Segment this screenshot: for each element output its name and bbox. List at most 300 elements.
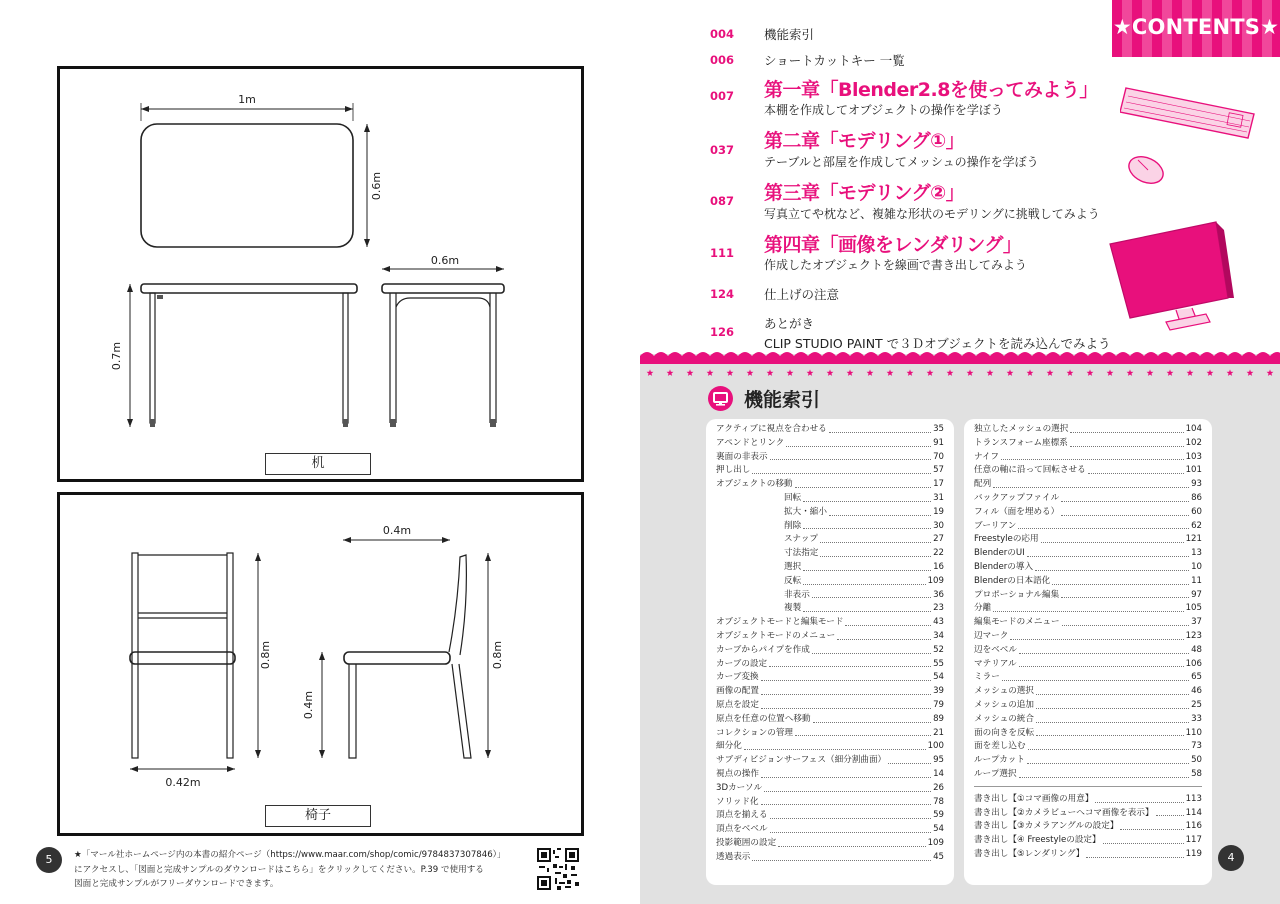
leader-dots [761, 796, 931, 806]
index-entry-label: 回転 [784, 493, 802, 503]
index-entry-label: Blenderの日本語化 [974, 575, 1051, 586]
index-entry-page: 23 [933, 603, 944, 614]
index-entry[interactable] [716, 492, 944, 506]
index-entry[interactable] [716, 699, 944, 713]
leader-dots [812, 644, 931, 654]
index-entry-page: 30 [933, 520, 944, 531]
toc-page-number: 124 [710, 287, 735, 301]
index-entry[interactable] [974, 699, 1202, 713]
index-entry-page: 14 [933, 769, 944, 779]
index-entry[interactable] [716, 533, 944, 547]
index-entry-label: スナップ [784, 534, 819, 545]
leader-dots [770, 823, 931, 833]
index-entry-page: 39 [933, 686, 944, 697]
index-entry-label: 独立したメッシュの選択 [974, 424, 1069, 434]
index-entry[interactable] [716, 671, 944, 685]
index-entry[interactable] [974, 464, 1202, 478]
index-entry-page: 79 [933, 700, 944, 710]
index-entry[interactable] [974, 671, 1202, 685]
index-entry-label: カーブ変換 [716, 672, 759, 683]
index-entry-page: 27 [933, 534, 944, 545]
index-entry-label: ナイフ [974, 451, 999, 462]
leader-dots [1027, 754, 1189, 764]
desk-height-label: 0.7m [110, 341, 123, 371]
leader-dots [1028, 740, 1189, 750]
index-entry-page: 60 [1191, 506, 1202, 517]
leader-dots [845, 616, 931, 626]
desk-side-depth-label: 0.6m [430, 254, 460, 267]
chair-side-height-label: 0.8m [491, 640, 504, 670]
index-entry-page: 116 [1185, 821, 1202, 832]
footnote-line: 図面と完成サンプルがフリーダウンロードできます。 [74, 879, 279, 889]
leader-dots [761, 768, 931, 778]
index-entry[interactable] [716, 837, 944, 851]
index-entry-page: 46 [1191, 686, 1202, 697]
desk-caption: 机 [265, 453, 371, 475]
index-entry-label: コレクションの管理 [716, 727, 794, 738]
index-entry[interactable] [716, 823, 944, 837]
leader-dots [752, 851, 931, 861]
index-entry[interactable] [716, 589, 944, 603]
index-entry-page: 21 [933, 727, 944, 738]
index-entry[interactable] [716, 506, 944, 520]
chair-drawing [60, 495, 581, 833]
index-entry[interactable] [716, 520, 944, 534]
index-entry-page: 104 [1185, 424, 1202, 434]
qr-code-icon[interactable] [537, 848, 579, 890]
index-entry-label: 面の向きを反転 [974, 727, 1035, 738]
star-icon [1007, 369, 1014, 376]
toc-page-number: 111 [710, 246, 735, 260]
index-entry-page: 59 [933, 810, 944, 821]
index-entry[interactable] [974, 658, 1202, 672]
index-entry-label: 裏面の非表示 [716, 451, 768, 462]
index-entry-label: Blenderの導入 [974, 562, 1034, 572]
leader-dots [1036, 727, 1183, 737]
index-entry-page: 55 [933, 658, 944, 669]
leader-dots [770, 451, 931, 461]
index-entry[interactable] [974, 713, 1202, 727]
index-entry[interactable] [974, 754, 1202, 768]
leader-dots [813, 713, 932, 723]
desk-drawing-frame [57, 66, 584, 482]
index-entry[interactable] [716, 740, 944, 754]
download-footnote [74, 848, 534, 892]
leader-dots [1041, 533, 1184, 543]
index-entry-label: ループカット [974, 755, 1025, 766]
desk-drawing [60, 69, 581, 479]
index-column-left [706, 419, 954, 885]
index-entry-label: オブジェクトの移動 [716, 479, 793, 490]
index-entry[interactable] [974, 740, 1202, 754]
chapter-title: 第二章「モデリング①」 [764, 130, 965, 152]
index-entry-page: 52 [933, 644, 944, 655]
index-entry[interactable] [716, 727, 944, 741]
star-icon [1127, 369, 1134, 376]
index-entry-label: 原点を設定 [716, 700, 759, 710]
index-entry-page: 121 [1185, 534, 1202, 545]
leader-dots [778, 837, 925, 847]
index-entry[interactable] [716, 851, 944, 865]
toc-page-number: 126 [710, 325, 735, 339]
index-entry[interactable] [974, 807, 1202, 821]
chair-seat-height-label: 0.4m [302, 690, 315, 720]
leader-dots [1070, 423, 1183, 433]
index-entry-label: 面を差し込む [974, 741, 1026, 752]
index-entry[interactable] [716, 768, 944, 782]
index-entry-page: 102 [1185, 437, 1202, 448]
index-entry-label: アペンドとリンク [716, 437, 785, 448]
mouse-icon [1126, 152, 1168, 188]
index-entry[interactable] [716, 437, 944, 451]
index-entry-page: 73 [1191, 741, 1202, 752]
leader-dots [803, 575, 925, 585]
index-entry-page: 65 [1191, 672, 1202, 683]
index-entry-page: 26 [933, 782, 944, 793]
star-icon [807, 369, 814, 376]
index-entry-label: マテリアル [974, 658, 1017, 669]
index-entry[interactable] [716, 630, 944, 644]
chair-caption: 椅子 [265, 805, 371, 827]
index-entry-label: 辺をベベル [974, 644, 1017, 655]
index-entry[interactable] [974, 478, 1202, 492]
index-entry-page: 110 [1185, 727, 1202, 738]
star-icon [1027, 369, 1034, 376]
leader-dots [1061, 506, 1189, 516]
index-entry-label: 透過表示 [716, 851, 751, 862]
index-entry-label: Freestyleの応用 [974, 534, 1039, 545]
contents-tab: ★CONTENTS★ [1112, 0, 1280, 57]
leader-dots [1095, 793, 1183, 803]
index-entry-page: 106 [1185, 658, 1202, 669]
index-entry-page: 34 [933, 631, 944, 641]
index-entry-label: 書き出し【①コマ画像の用意】 [974, 793, 1094, 804]
toc-page-number: 006 [710, 53, 735, 67]
index-entry-page: 100 [927, 741, 944, 752]
index-entry-label: 投影範囲の設定 [716, 838, 777, 848]
star-icon [647, 369, 654, 376]
index-entry-label: アクティブに視点を合わせる [716, 424, 827, 434]
index-column-right [964, 419, 1212, 885]
index-entry-page: 25 [1191, 700, 1202, 710]
index-entry-label: 複製 [784, 603, 802, 614]
star-row [640, 368, 1280, 378]
desk-width-label: 1m [238, 93, 256, 106]
leader-dots [820, 533, 931, 543]
index-entry-label: オブジェクトモードのメニュー [716, 631, 836, 641]
index-entry-label: メッシュの選択 [974, 686, 1034, 697]
leader-dots [1086, 848, 1183, 858]
leader-dots [1019, 768, 1190, 778]
leader-dots [829, 423, 931, 433]
leader-dots [786, 437, 931, 447]
index-entry[interactable] [974, 589, 1202, 603]
index-entry-page: 105 [1185, 603, 1202, 614]
index-entry-page: 16 [933, 562, 944, 572]
star-icon [787, 369, 794, 376]
index-entry[interactable] [974, 520, 1202, 534]
leader-dots [812, 589, 931, 599]
star-icon [927, 369, 934, 376]
index-entry-label: カーブの設定 [716, 658, 768, 669]
index-entry-page: 43 [933, 617, 944, 628]
index-entry[interactable] [716, 713, 944, 727]
star-icon [887, 369, 894, 376]
leader-dots [1156, 807, 1184, 817]
star-icon [867, 369, 874, 376]
toc-title: あとがき [764, 316, 815, 331]
index-entry-page: 97 [1191, 589, 1202, 600]
chapter-subtitle: 作成したオブジェクトを線画で書き出してみよう [764, 258, 1027, 272]
index-entry-label: ミラー [974, 672, 1000, 683]
index-entry-page: 119 [1185, 849, 1202, 859]
star-icon [987, 369, 994, 376]
star-icon [947, 369, 954, 376]
toc-page-number: 037 [710, 143, 735, 157]
leader-dots [1036, 699, 1189, 709]
right-page [640, 0, 1280, 904]
index-entry-page: 114 [1185, 807, 1202, 818]
leader-dots [1120, 820, 1183, 830]
leader-dots [770, 809, 931, 819]
index-entry[interactable] [716, 754, 944, 768]
index-entry-page: 109 [927, 838, 944, 848]
index-entry-page: 45 [933, 851, 944, 862]
leader-dots [993, 478, 1189, 488]
leader-dots [1062, 616, 1189, 626]
leader-dots [764, 782, 931, 792]
index-entry-label: 原点を任意の位置へ移動 [716, 713, 811, 724]
index-entry[interactable] [974, 768, 1202, 782]
chair-width-label: 0.42m [165, 776, 201, 789]
index-entry-page: 48 [1191, 644, 1202, 655]
index-entry[interactable] [716, 547, 944, 561]
index-entry[interactable] [716, 561, 944, 575]
index-entry-label: 頂点をベベル [716, 824, 768, 835]
toc-subtitle: CLIP STUDIO PAINT で３Ｄオブジェクトを読み込んでみよう [764, 336, 1111, 351]
footnote-line: ★「マール社ホームページ内の本書の紹介ページ（https://www.maar.com/shop/comic/9784837307846）」 [74, 850, 506, 860]
index-entry-label: 配列 [974, 479, 992, 490]
index-entry[interactable] [716, 423, 944, 437]
leader-dots [769, 658, 931, 668]
index-entry[interactable] [974, 437, 1202, 451]
star-icon [1107, 369, 1114, 376]
index-entry[interactable] [716, 685, 944, 699]
index-entry[interactable] [716, 464, 944, 478]
leader-dots [795, 478, 931, 488]
index-entry-page: 13 [1191, 548, 1202, 559]
leader-dots [1103, 834, 1184, 844]
index-entry[interactable] [716, 616, 944, 630]
index-entry-label: メッシュの統合 [974, 713, 1034, 724]
index-entry[interactable] [974, 575, 1202, 589]
index-entry-page: 113 [1185, 793, 1202, 804]
leader-dots [1088, 464, 1184, 474]
index-entry-label: 反転 [784, 575, 802, 586]
star-icon [1067, 369, 1074, 376]
toc-page-number: 007 [710, 89, 735, 103]
index-entry[interactable] [974, 685, 1202, 699]
index-entry[interactable] [974, 727, 1202, 741]
index-entry[interactable] [974, 602, 1202, 616]
star-icon [1227, 369, 1234, 376]
star-icon [1087, 369, 1094, 376]
star-icon [827, 369, 834, 376]
index-entry-label: 寸法指定 [784, 548, 819, 559]
star-icon [687, 369, 694, 376]
index-entry[interactable] [716, 796, 944, 810]
index-entry[interactable] [974, 533, 1202, 547]
leader-dots [803, 520, 931, 530]
index-entry-page: 70 [933, 451, 944, 462]
index-entry-page: 31 [933, 493, 944, 503]
index-entry-page: 11 [1191, 575, 1202, 586]
leader-dots [761, 699, 931, 709]
star-icon [707, 369, 714, 376]
leader-dots [1027, 547, 1189, 557]
toc-title: 仕上げの注意 [764, 287, 840, 302]
star-icon [1147, 369, 1154, 376]
index-entry[interactable] [974, 848, 1202, 862]
star-icon [767, 369, 774, 376]
star-icon [1207, 369, 1214, 376]
index-separator [974, 786, 1202, 787]
index-entry-page: 57 [933, 465, 944, 476]
index-entry-label: オブジェクトモードと編集モード [716, 617, 844, 628]
index-entry-page: 58 [1191, 769, 1202, 779]
index-entry-page: 37 [1191, 617, 1202, 628]
toc-page-number: 004 [710, 27, 735, 41]
index-entry-label: トランスフォーム座標系 [974, 437, 1068, 448]
index-entry-page: 10 [1191, 562, 1202, 572]
chapter-subtitle: 本棚を作成してオブジェクトの操作を学ぼう [764, 103, 1003, 117]
index-entry[interactable] [974, 506, 1202, 520]
leader-dots [1070, 437, 1184, 447]
index-entry[interactable] [716, 478, 944, 492]
chair-front-height-label: 0.8m [259, 640, 272, 670]
index-entry[interactable] [716, 809, 944, 823]
leader-dots [1061, 589, 1189, 599]
chapter-subtitle: 写真立てや枕など、複雑な形状のモデリングに挑戦してみよう [764, 207, 1100, 221]
wave-border [640, 348, 1280, 364]
chair-drawing-frame [57, 492, 584, 836]
index-entry[interactable] [974, 834, 1202, 848]
leader-dots [761, 671, 932, 681]
index-entry-label: 任意の軸に沿って回転させる [974, 465, 1086, 476]
index-entry-label: カーブからパイプを作成 [716, 644, 810, 655]
leader-dots [1001, 451, 1184, 461]
index-entry[interactable] [974, 492, 1202, 506]
index-entry[interactable] [716, 644, 944, 658]
index-entry-label: 書き出し【③カメラアングルの設定】 [974, 821, 1119, 832]
chapter-title: 第一章「Blender2.8を使ってみよう」 [764, 79, 1098, 101]
leader-dots [993, 602, 1183, 612]
leader-dots [829, 506, 931, 516]
toc-title: ショートカットキー 一覧 [764, 53, 905, 68]
index-entry[interactable] [974, 451, 1202, 465]
leader-dots [1036, 713, 1189, 723]
page-number-right: 4 [1218, 845, 1244, 871]
leader-dots [1052, 575, 1189, 585]
leader-dots [1035, 561, 1189, 571]
index-entry-page: 78 [933, 796, 944, 807]
monitor-icon [1106, 218, 1242, 334]
index-entry-label: 3Dカーソル [716, 782, 763, 793]
index-entry[interactable] [974, 423, 1202, 437]
index-entry[interactable] [974, 547, 1202, 561]
index-entry-label: 書き出し【④ Freestyleの設定】 [974, 835, 1101, 846]
index-entry-label: 細分化 [716, 741, 742, 752]
star-icon [1187, 369, 1194, 376]
leader-dots [761, 685, 931, 695]
index-entry[interactable] [974, 644, 1202, 658]
index-entry-page: 123 [1185, 631, 1202, 641]
index-entry-page: 22 [933, 548, 944, 559]
index-entry-page: 91 [933, 437, 944, 448]
monitor-circle-icon [708, 386, 733, 411]
index-entry[interactable] [716, 575, 944, 589]
index-entry-label: 書き出し【②カメラビューへコマ画像を表示】 [974, 807, 1154, 818]
index-entry[interactable] [716, 602, 944, 616]
index-entry[interactable] [974, 630, 1202, 644]
index-entry-page: 62 [1191, 520, 1202, 531]
chapter-title: 第四章「画像をレンダリング」 [764, 234, 1022, 256]
leader-dots [752, 464, 931, 474]
index-entry[interactable] [974, 616, 1202, 630]
index-entry-page: 36 [933, 589, 944, 600]
index-entry-page: 54 [933, 824, 944, 835]
index-entry-page: 89 [933, 713, 944, 724]
index-entry-label: 視点の操作 [716, 769, 759, 779]
index-entry-page: 103 [1185, 451, 1202, 462]
index-entry-label: 辺マーク [974, 631, 1009, 641]
leader-dots [1019, 658, 1184, 668]
index-entry-label: 拡大・縮小 [784, 506, 827, 517]
index-entry-label: 書き出し【⑤レンダリング】 [974, 849, 1085, 859]
index-entry-label: フィル（面を埋める） [974, 506, 1060, 517]
star-icon [907, 369, 914, 376]
index-entry-label: ブーリアン [974, 520, 1017, 531]
index-entry-label: 頂点を揃える [716, 810, 768, 821]
leader-dots [1018, 520, 1189, 530]
leader-dots [1019, 644, 1189, 654]
desk-depth-label: 0.6m [370, 171, 383, 201]
star-icon [967, 369, 974, 376]
index-entry[interactable] [716, 658, 944, 672]
leader-dots [1002, 671, 1189, 681]
index-entry-label: プロポーショナル編集 [974, 589, 1060, 600]
leader-dots [1036, 685, 1189, 695]
leader-dots [803, 561, 931, 571]
index-entry[interactable] [974, 793, 1202, 807]
index-entry-label: サブディビジョンサーフェス（細分割曲面） [716, 755, 887, 766]
index-entry-page: 17 [933, 479, 944, 490]
keyboard-icon [1120, 80, 1260, 150]
index-entry[interactable] [716, 451, 944, 465]
index-entry-label: ループ選択 [974, 769, 1017, 779]
index-entry-label: バックアップファイル [974, 493, 1060, 503]
leader-dots [837, 630, 931, 640]
leader-dots [820, 547, 931, 557]
index-entry-label: 分離 [974, 603, 992, 614]
index-entry-label: 削除 [784, 520, 802, 531]
index-entry[interactable] [974, 820, 1202, 834]
star-icon [1267, 369, 1274, 376]
index-entry[interactable] [974, 561, 1202, 575]
leader-dots [1061, 492, 1189, 502]
index-entry[interactable] [716, 782, 944, 796]
star-icon [747, 369, 754, 376]
